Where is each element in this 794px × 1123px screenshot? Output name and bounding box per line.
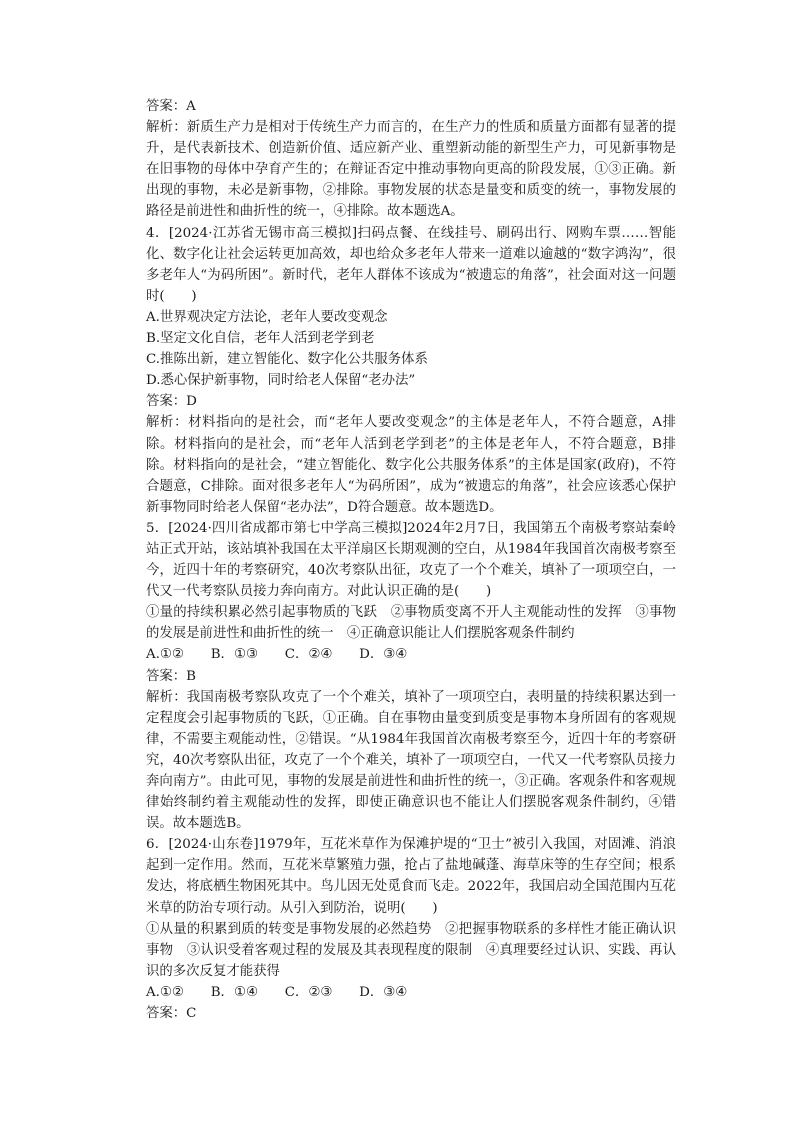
statements: ①量的持续积累必然引起事物质的飞跃 ②事物质变离不开人主观能动性的发挥 ③事物的发展是前进性和曲折性的统一 ④正确意识能让人们摆脱客观条件制约 — [146, 605, 676, 642]
question-4: 4．[2024·江苏省无锡市高三模拟]扫码点餐、在线挂号、刷码出行、网购车票……智能化、数字化让社会运转更加高效，却也给众多老年人带来一道难以逾越的“数字鸿沟”，很多老年人“为码所困”。新时代，老年人群体不该成为“被遗忘的角落”，社会面对这一问题时( ) — [146, 225, 676, 304]
option-c: C.推陈出新，建立智能化、数字化公共服务体系 — [146, 352, 428, 368]
answer-line: 答案：A — [146, 99, 196, 114]
explanation-paragraph: 解析：新质生产力是相对于传统生产力而言的，在生产力的性质和质量方面都有显著的提升，是代表新技术、创造新价值、适应新产业、重塑新动能的新型生产力，可见新事物是在旧事物的母体中孕育产生的；在辩证否定中推动事物向更高的阶段发展，①③正确。新出现的事物，未必是新事物，②排除。事物发展的状态是量变和质变的统一，事物发展的路径是前进性和曲折性的统一，④排除。故本题选A。 — [146, 120, 676, 220]
question-5: 5．[2024·四川省成都市第七中学高三模拟]2024年2月7日，我国第五个南极考察站秦岭站正式开站，该站填补我国在太平洋扇区长期观测的空白，从1984年我国首次南极考察至今，近四十年的考察研究，40次考察队出征，攻克了一个个难关，填补了一项项空白，一代又一代考察队员接力奔向南方。对此认识正确的是( ) — [146, 520, 676, 600]
explanation-paragraph: 解析：材料指向的是社会，而“老年人要改变观念”的主体是老年人，不符合题意，A排除。材料指向的是社会，而“老年人活到老学到老”的主体是老年人，不符合题意，B排除。材料指向的是社会，“建立智能化、数字化公共服务体系”的主体是国家(政府)，不符合题意，C排除。面对很多老年人“为码所困”，成为“被遗忘的角落”，社会应该悉心保护新事物同时给老人保留“老办法”，D符合题意。故本题选D。 — [146, 415, 676, 515]
answer-line: 答案：C — [146, 1006, 197, 1022]
answer-line: 答案：B — [146, 668, 197, 684]
document-page — [146, 96, 676, 1024]
option-b: B.坚定文化自信，老年人活到老学到老 — [146, 331, 375, 347]
question-6: 6．[2024·山东卷]1979年，互花米草作为保滩护堤的“卫士”被引入我国，对固滩、消浪起到一定作用。然而，互花米草繁殖力强，抢占了盐地碱蓬、海草床等的生存空间；根系发达，将底栖生物困死其中。鸟儿因无处觅食而飞走。2022年，我国启动全国范围内互花米草的防治专项行动。从引入到防治，说明( ) — [146, 837, 676, 916]
option-d: D.悉心保护新事物，同时给老人保留“老办法” — [146, 373, 416, 389]
choices: A.①② B．①④ C．②③ D．③④ — [146, 984, 408, 1000]
choices: A.①② B．①③ C．②④ D．③④ — [146, 647, 408, 663]
answer-line: 答案：D — [146, 394, 197, 410]
explanation-paragraph: 解析：我国南极考察队攻克了一个个难关，填补了一项项空白，表明量的持续积累达到一定程度会引起事物质的飞跃，①正确。自在事物由量变到质变是事物本身所固有的客观规律，不需要主观能动性，②错误。“从1984年我国首次南极考察至今，近四十年的考察研究，40次考察队出征，攻克了一个个难关，填补了一项项空白，一代又一代考察队员接力奔向南方”。由此可见，事物的发展是前进性和曲折性的统一，③正确。客观条件和客观规律始终制约着主观能动性的发挥，即使正确意识也不能让人们摆脱客观条件制约，④错误。故本题选B。 — [146, 689, 676, 832]
statements: ①从量的积累到质的转变是事物发展的必然趋势 ②把握事物联系的多样性才能正确认识事物 ③认识受着客观过程的发展及其表现程度的限制 ④真理要经过认识、实践、再认识的多次反复才能获得 — [146, 921, 676, 979]
option-a: A.世界观决定方法论，老年人要改变观念 — [146, 309, 388, 325]
